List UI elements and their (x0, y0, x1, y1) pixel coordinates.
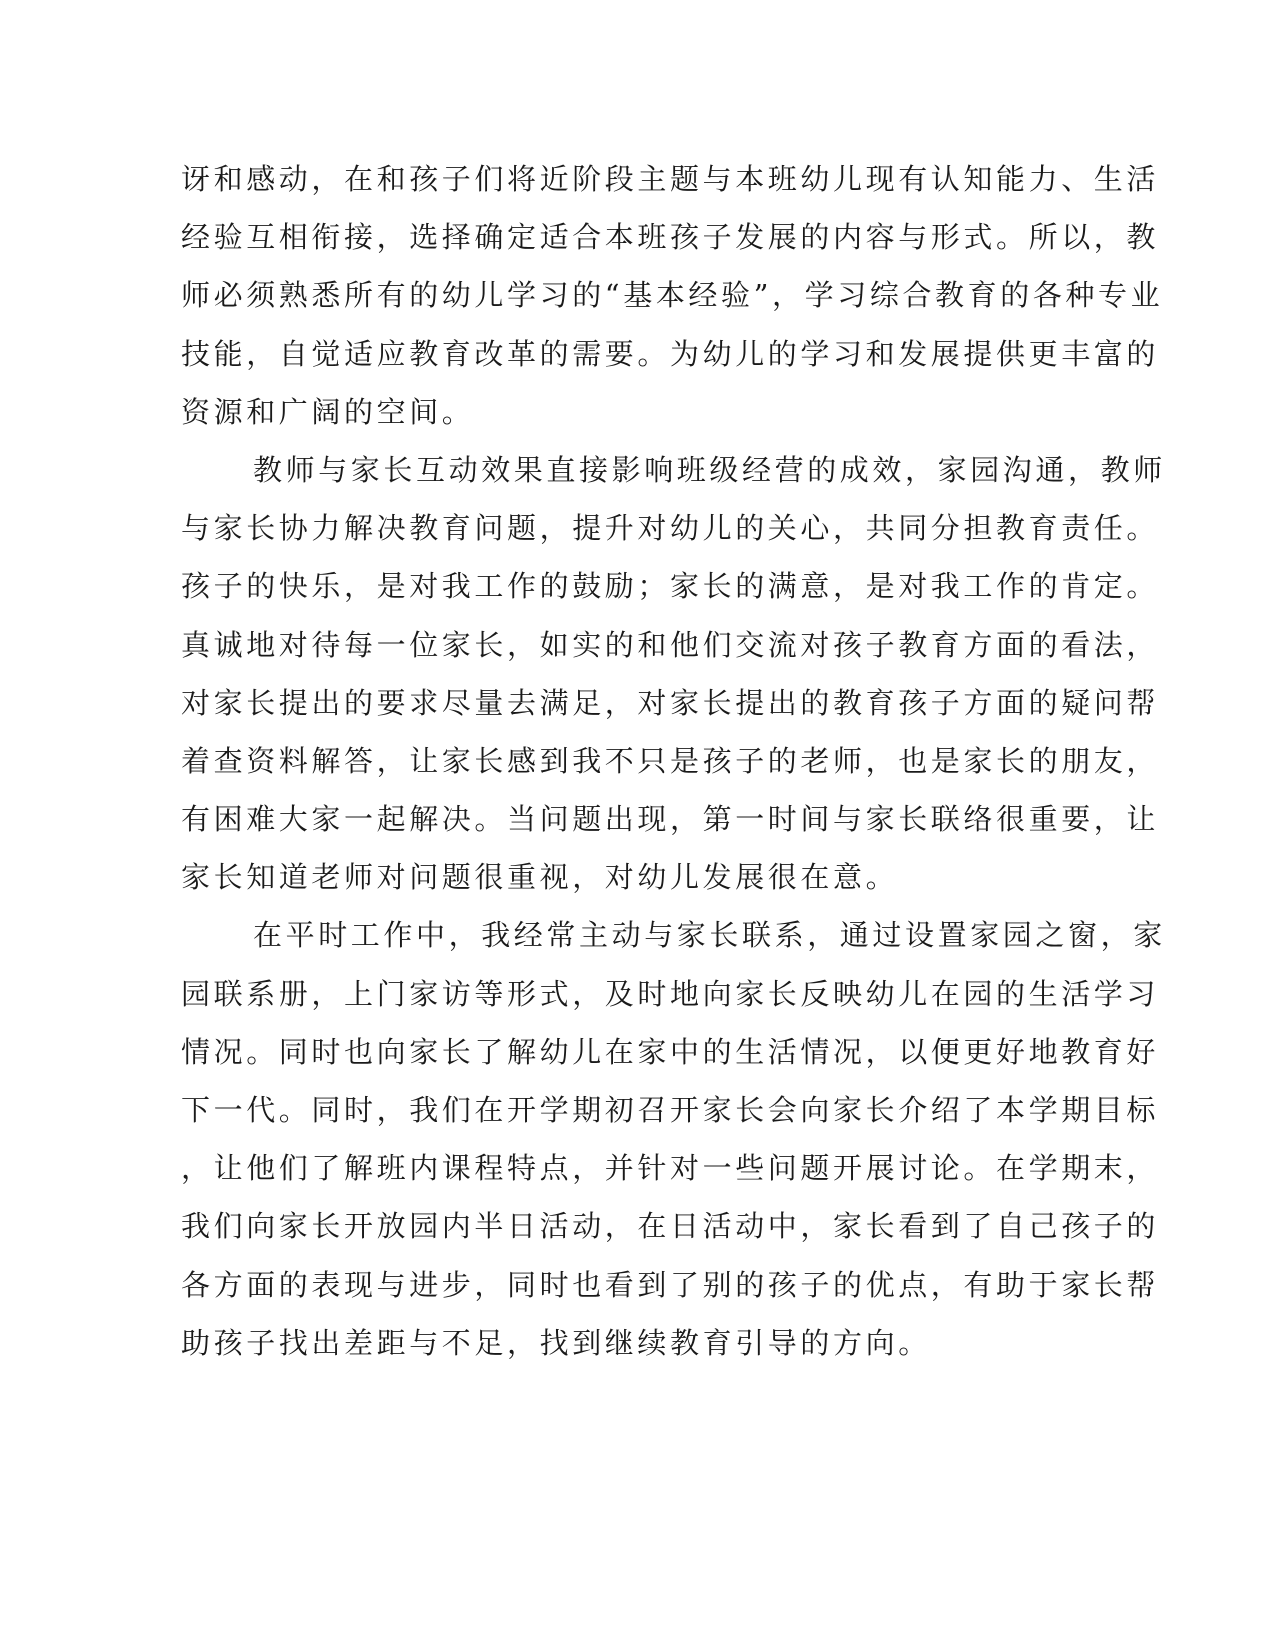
paragraph-1 (181, 150, 1164, 441)
body-text (181, 150, 1166, 1372)
text-line: 情况。同时也向家长了解幼儿在家中的生活情况，以便更好地教育好 (181, 1034, 1160, 1069)
text-line: 真诚地对待每一位家长，如实的和他们交流对孩子教育方面的看法， (181, 627, 1160, 662)
text-line: 下一代。同时，我们在开学期初召开家长会向家长介绍了本学期目标 (181, 1093, 1160, 1127)
text-line: 各方面的表现与进步，同时也看到了别的孩子的优点，有助于家长帮 (181, 1267, 1160, 1302)
text-line: ，让他们了解班内课程特点，并针对一些问题开展讨论。在学期末， (181, 1151, 1160, 1186)
text-line: 着查资料解答，让家长感到我不只是孩子的老师，也是家长的朋友， (181, 743, 1160, 778)
text-line: 对家长提出的要求尽量去满足，对家长提出的教育孩子方面的疑问帮 (181, 685, 1160, 720)
text-line: 有困难大家一起解决。当问题出现，第一时间与家长联络很重要，让 (181, 802, 1160, 837)
text-line: 助孩子找出差距与不足，找到继续教育引导的方向。 (181, 1325, 931, 1360)
text-line: 经验互相衔接，选择确定适合本班孩子发展的内容与形式。所以，教 (181, 220, 1160, 255)
text-line: 我们向家长开放园内半日活动，在日活动中，家长看到了自己孩子的 (181, 1209, 1160, 1244)
text-line: 在平时工作中，我经常主动与家长联系，通过设置家园之窗，家 (253, 918, 1166, 953)
text-line: 教师与家长互动效果直接影响班级经营的成效，家园沟通，教师 (253, 452, 1166, 487)
text-line: 资源和广阔的空间。 (181, 394, 475, 429)
text-line: 讶和感动，在和孩子们将近阶段主题与本班幼儿现有认知能力、生活 (181, 162, 1160, 196)
text-line: 与家长协力解决教育问题，提升对幼儿的关心，共同分担教育责任。 (181, 511, 1160, 546)
text-line: 孩子的快乐，是对我工作的鼓励；家长的满意，是对我工作的肯定。 (181, 569, 1160, 604)
text-line: 家长知道老师对问题很重视，对幼儿发展很在意。 (181, 860, 899, 895)
text-line: 师必须熟悉所有的幼儿学习的“基本经验”，学习综合教育的各种专业 (181, 278, 1164, 313)
paragraph-2 (181, 441, 1166, 907)
paragraph-3 (181, 906, 1166, 1372)
text-line: 园联系册，上门家访等形式，及时地向家长反映幼儿在园的生活学习 (181, 976, 1160, 1011)
text-line: 技能，自觉适应教育改革的需要。为幼儿的学习和发展提供更丰富的 (181, 336, 1160, 371)
